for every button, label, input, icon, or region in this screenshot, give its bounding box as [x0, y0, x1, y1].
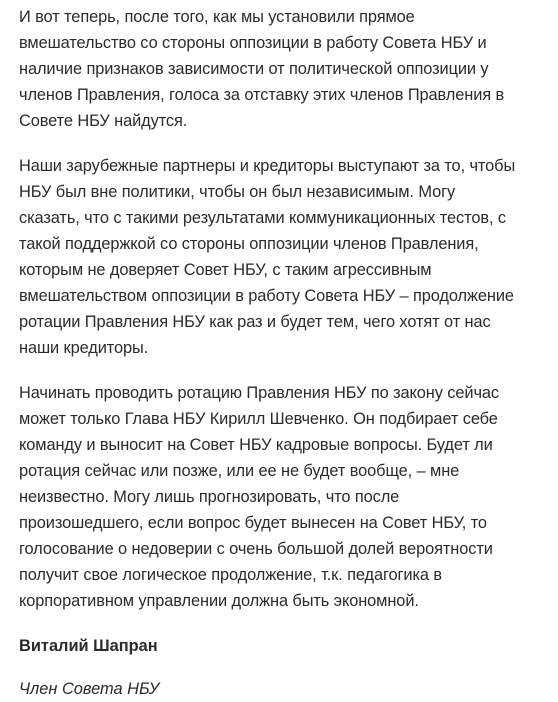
paragraph-line: ротации Правления НБУ как раз и будет тем, чего хотят от нас: [19, 313, 491, 331]
paragraph-line: вмешательством оппозиции в работу Совета НБУ – продолжение: [19, 287, 514, 305]
author-position: Член Совета НБУ: [19, 680, 160, 698]
paragraph-line: такой поддержкой со стороны оппозиции членов Правления,: [19, 235, 479, 253]
paragraph-line: Совете НБУ найдутся.: [19, 112, 188, 130]
paragraph-line: вмешательство со стороны оппозиции в работу Совета НБУ и: [19, 34, 487, 52]
paragraph-line: получит свое логическое продолжение, т.к. педагогика в: [19, 566, 442, 584]
paragraph-line: может только Глава НБУ Кирилл Шевченко. Он подбирает себе: [19, 410, 498, 428]
paragraph-line: Начинать проводить ротацию Правления НБУ по закону сейчас: [19, 384, 500, 402]
paragraph-line: наличие признаков зависимости от политической оппозиции у: [19, 60, 489, 78]
paragraph-line: наши кредиторы.: [19, 339, 149, 357]
paragraph-line: которым не доверяет Совет НБУ, с таким агрессивным: [19, 261, 432, 279]
paragraph-line: НБУ был вне политики, чтобы он был независимым. Могу: [19, 183, 456, 201]
paragraph-line: ротация сейчас или позже, или ее не будет вообще, – мне: [19, 462, 460, 480]
paragraph-2: [19, 153, 549, 361]
paragraph-line: И вот теперь, после того, как мы установили прямое: [19, 8, 415, 26]
paragraph-line: неизвестно. Могу лишь прогнозировать, что после: [19, 488, 400, 506]
paragraph-line: членов Правления, голоса за отставку этих членов Правления в: [19, 86, 505, 104]
paragraph-line: Наши зарубежные партнеры и кредиторы выступают за то, чтобы: [19, 157, 516, 175]
paragraph-line: голосование о недоверии с очень большой долей вероятности: [19, 540, 493, 558]
author-name: Виталий Шапран: [19, 637, 158, 655]
paragraph-line: команду и выносит на Совет НБУ кадровые вопросы. Будет ли: [19, 436, 493, 454]
paragraph-line: произошедшего, если вопрос будет вынесен на Совет НБУ, то: [19, 514, 487, 532]
paragraph-line: корпоративном управлении должна быть экономной.: [19, 592, 419, 610]
paragraph-line: сказать, что с такими результатами коммуникационных тестов, с: [19, 209, 506, 227]
paragraph-3: [19, 380, 549, 614]
article-body: [19, 4, 549, 702]
paragraph-1: [19, 4, 549, 134]
